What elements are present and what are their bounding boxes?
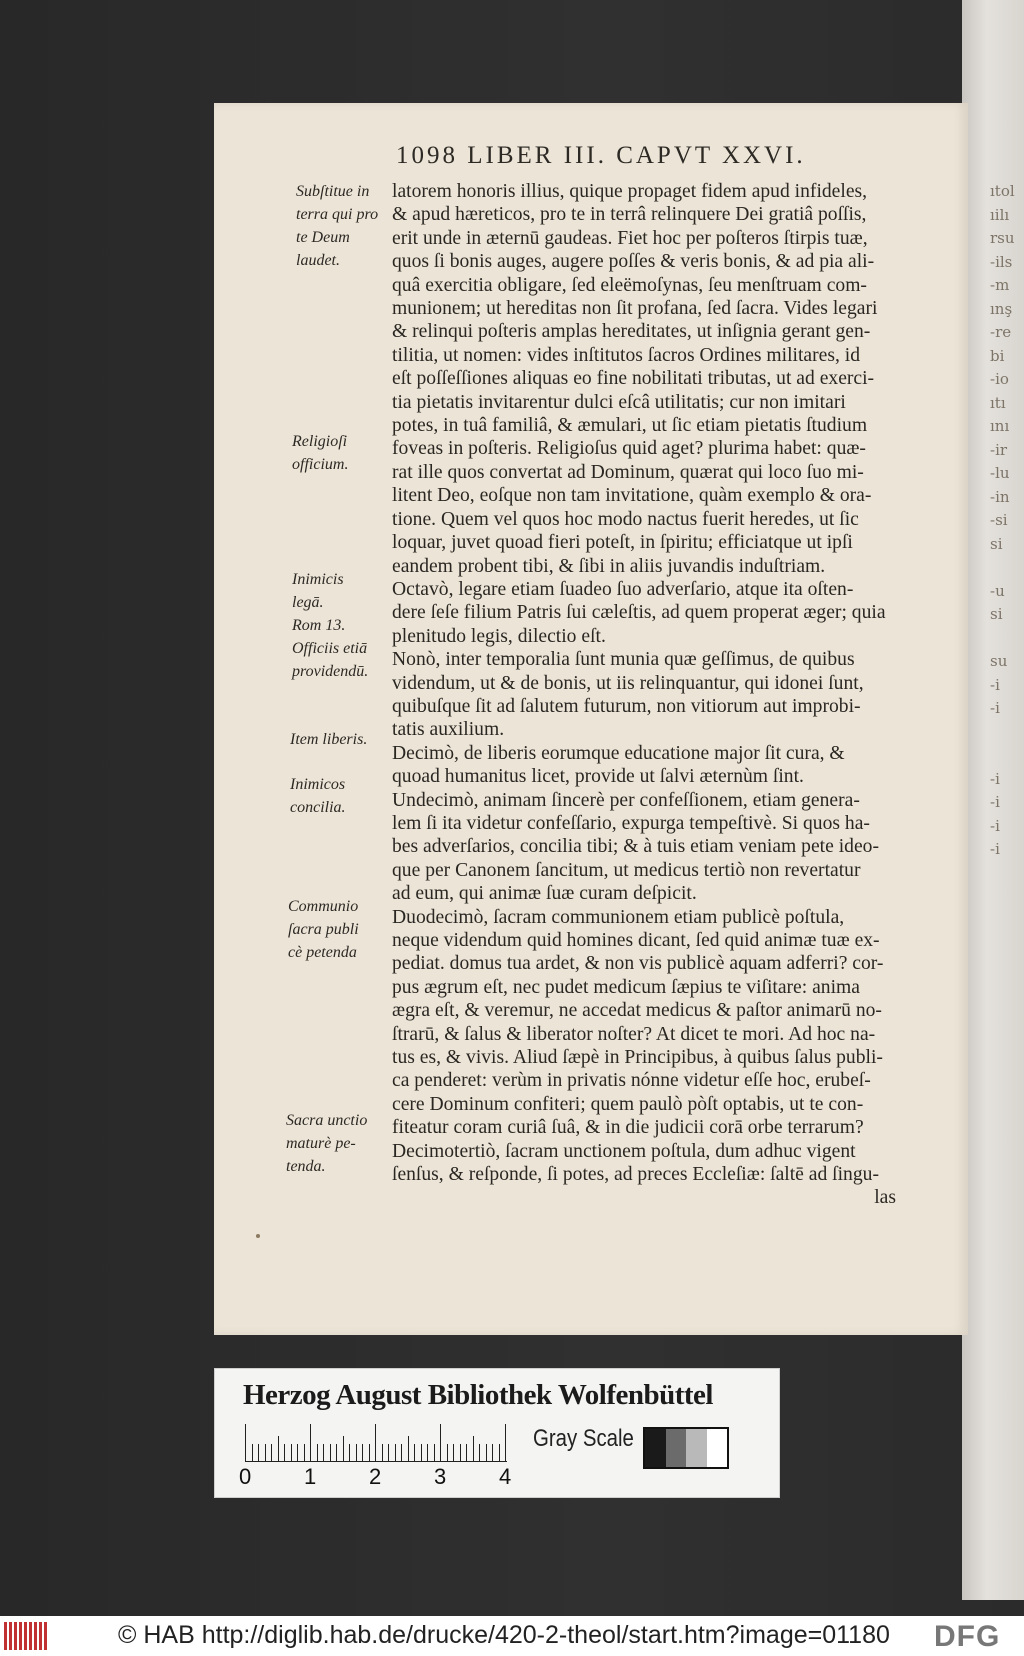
text-line: quoad humanitus licet, provide ut ſalvi æternùm ſint. bbox=[392, 766, 804, 788]
ruler-tick bbox=[245, 1424, 246, 1462]
ruler-number: 4 bbox=[499, 1464, 512, 1489]
ruler-number: 1 bbox=[304, 1464, 317, 1489]
gray-swatches bbox=[643, 1427, 729, 1469]
ruler-tick bbox=[310, 1424, 311, 1462]
text-line: pus ægrum eſt, nec pudet medicum ſæpius te viſitare: anima bbox=[392, 976, 860, 998]
text-line: cere Dominum confiteri; quem paulò pòſt optabis, ut te con- bbox=[392, 1093, 864, 1115]
gray-swatch bbox=[666, 1429, 687, 1467]
ruler-tick bbox=[434, 1444, 435, 1462]
ruler-tick bbox=[473, 1436, 474, 1462]
text-line: quâ exercitia obligare, ſed eleëmoſynas, ſeu menſtruam com- bbox=[392, 274, 867, 296]
ruler-tick bbox=[291, 1444, 292, 1462]
ruler-tick bbox=[297, 1444, 298, 1462]
text-line: tus es, & vivis. Aliud ſæpè in Principibus, à quibus ſalus publi- bbox=[392, 1047, 883, 1069]
text-line: eandem probent tibi, & ſibi in aliis juvandis induſtriam. bbox=[392, 555, 826, 577]
text-line: quos ſi bonis auges, augere poſſes & veris bonis, & ad pia ali- bbox=[392, 251, 875, 273]
text-line: Octavò, legare etiam ſuadeo ſuo adverſario, atque ita oſten- bbox=[392, 578, 854, 600]
text-line: litent Deo, eoſque non tam invitatione, quàm exemplo & ora- bbox=[392, 485, 872, 507]
margin-note: Religioſi officium. bbox=[292, 433, 349, 473]
ruler bbox=[245, 1424, 507, 1462]
text-line: Nonò, inter temporalia ſunt munia quæ geſſimus, de quibus bbox=[392, 649, 855, 671]
ruler-tick bbox=[369, 1444, 370, 1462]
library-name: Herzog August Bibliothek Wolfenbüttel bbox=[243, 1379, 713, 1411]
ruler-tick bbox=[336, 1444, 337, 1462]
text-line: tione. Quem vel quos hoc modo nactus fuerit heredes, ut ſic bbox=[392, 508, 859, 530]
gray-swatch bbox=[707, 1429, 728, 1467]
text-line: ægra eſt, & veremur, ne accedat medicus & paſtor animarū no- bbox=[392, 1000, 882, 1022]
text-line: videndum, ut & de bonis, ut iis relinquantur, qui idonei ſunt, bbox=[392, 672, 864, 694]
ruler-number: 0 bbox=[239, 1464, 252, 1489]
ruler-tick bbox=[375, 1424, 376, 1462]
ruler-tick bbox=[440, 1424, 441, 1462]
text-line: munionem; ut hereditas non ſit profana, ſed ſacra. Vides legari bbox=[392, 298, 878, 320]
ruler-tick bbox=[284, 1444, 285, 1462]
body-text bbox=[392, 180, 932, 1210]
margin-note: Sacra unctio maturè pe- tenda. bbox=[286, 1112, 368, 1175]
ruler-tick bbox=[466, 1444, 467, 1462]
footer-credit-link[interactable]: © HAB http://diglib.hab.de/drucke/420-2-theol/start.htm?image=01180 bbox=[118, 1621, 890, 1649]
text-line: pediat. domus tua ardet, & non vis publicè aquam adferri? cor- bbox=[392, 953, 884, 975]
text-line: fiteatur coram curiâ ſuâ, & in die judicii corā orbe terrarum? bbox=[392, 1117, 864, 1139]
text-line: lem ſi ita videtur confeſſario, expurga tempeſtivè. Si quos ha- bbox=[392, 812, 870, 834]
margin-note: Communio ſacra publi cè petenda bbox=[288, 898, 359, 961]
color-scale-card bbox=[214, 1368, 780, 1498]
ruler-tick bbox=[499, 1444, 500, 1462]
ruler-tick bbox=[323, 1444, 324, 1462]
margin-note: Inimicis legā. Rom 13. bbox=[292, 571, 346, 634]
ruler-tick bbox=[401, 1444, 402, 1462]
gray-swatch bbox=[686, 1429, 707, 1467]
text-line: erit unde in æternū gaudeas. Fiet hoc per poſteros ſtirpis tuæ, bbox=[392, 227, 868, 249]
text-line: potes, in tuâ familiâ, & æmulari, ut ſic etiam pietatis ſtudium bbox=[392, 415, 868, 437]
page-speck bbox=[256, 1234, 260, 1238]
ruler-tick bbox=[453, 1444, 454, 1462]
text-line: ad eum, qui animæ ſuæ curam deſpicit. bbox=[392, 883, 697, 905]
ruler-tick bbox=[258, 1444, 259, 1462]
margin-note: Officiis etiā providendū. bbox=[292, 640, 369, 680]
ruler-tick bbox=[343, 1436, 344, 1462]
adjacent-page-fragments: ıtol ıilı rsu -ils -m ınş -re bi -io ıtı ını -ir -lu -in -si si -u si su -i -i -i -i -i -i bbox=[990, 182, 1015, 858]
ruler-tick bbox=[388, 1444, 389, 1462]
gray-scale-label: Gray Scale bbox=[533, 1425, 634, 1452]
text-line: Duodecimò, ſacram communionem etiam publicè poſtula, bbox=[392, 906, 845, 928]
ruler-tick bbox=[460, 1444, 461, 1462]
text-line: dere ſeſe filium Patris ſui cæleſtis, ad quem properat æger; quia bbox=[392, 602, 886, 624]
ruler-tick bbox=[395, 1444, 396, 1462]
text-line: latorem honoris illius, quique propaget fidem apud infideles, bbox=[392, 181, 868, 202]
text-line: ſenſus, & reſponde, ſi potes, ad preces Eccleſiæ: ſaltē ad ſingu- bbox=[392, 1164, 879, 1186]
text-line: Undecimò, animam ſincerè per confeſſionem, etiam genera- bbox=[392, 789, 860, 811]
ruler-number: 2 bbox=[369, 1464, 382, 1489]
ruler-tick bbox=[252, 1444, 253, 1462]
text-line: bes adverſarios, concilia tibi; & à tuis etiam veniam pete ideo- bbox=[392, 836, 879, 858]
gray-swatch bbox=[645, 1429, 666, 1467]
ruler-tick bbox=[447, 1444, 448, 1462]
ruler-tick bbox=[382, 1444, 383, 1462]
text-line: que per Canonem ſancitum, ut medicus tertiò non revertatur bbox=[392, 859, 861, 881]
ruler-tick bbox=[349, 1444, 350, 1462]
dfg-logo: DFG bbox=[934, 1620, 1001, 1653]
text-line: quibuſque ſit ad ſalutem futurum, non vitiorum aut improbi- bbox=[392, 695, 861, 717]
ruler-tick bbox=[362, 1444, 363, 1462]
text-line: plenitudo legis, dilectio eſt. bbox=[392, 625, 606, 647]
text-line: tilitia, ut nomen: vides inſtitutos ſacros Ordines militares, id bbox=[392, 344, 861, 366]
text-line: & relinqui poſteris amplas hereditates, ut inſignia gerant gen- bbox=[392, 321, 871, 343]
footer-bar bbox=[0, 1616, 1024, 1656]
ruler-tick bbox=[486, 1444, 487, 1462]
text-line: Decimò, de liberis eorumque educatione major ſit cura, & bbox=[392, 742, 845, 764]
ruler-tick bbox=[479, 1444, 480, 1462]
ruler-tick bbox=[505, 1424, 506, 1462]
ruler-tick bbox=[356, 1444, 357, 1462]
ruler-number: 3 bbox=[434, 1464, 447, 1489]
ruler-tick bbox=[265, 1444, 266, 1462]
ruler-tick bbox=[278, 1436, 279, 1462]
text-line: & apud hæreticos, pro te in terrâ relinquere Dei gratiâ poſſis, bbox=[392, 204, 867, 226]
ruler-tick bbox=[330, 1444, 331, 1462]
text-line: eſt poſſeſſiones aliquas eo fine nobilitati tributas, ut ad exerci- bbox=[392, 368, 875, 390]
margin-note: Inimicos concilia. bbox=[290, 776, 346, 816]
page-header: 1098 LIBER III. CAPVT XXVI. bbox=[396, 142, 806, 169]
text-line: foveas in poſteris. Religioſus quid aget? plurima habet: quæ- bbox=[392, 438, 866, 460]
text-line: rat ille quos convertat ad Dominum, quærat qui loco ſuo mi- bbox=[392, 461, 864, 483]
ruler-tick bbox=[304, 1444, 305, 1462]
text-line: neque videndum quid homines dicant, ſed quid animæ tuæ ex- bbox=[392, 930, 880, 951]
ruler-tick bbox=[408, 1436, 409, 1462]
text-line: loquar, juvet quoad fieri poteſt, in ſpiritu; efficiatque ut ipſi bbox=[392, 532, 853, 554]
margin-note: Item liberis. bbox=[290, 731, 368, 748]
text-line: tatis auxilium. bbox=[392, 719, 505, 741]
ruler-tick bbox=[414, 1444, 415, 1462]
ruler-tick bbox=[271, 1444, 272, 1462]
text-line: ca penderet: verùm in privatis nónne videtur eſſe hoc, erubeſ- bbox=[392, 1070, 871, 1092]
text-line: tia pietatis invitarentur dulci eſcâ utilitatis; cur non imitari bbox=[392, 391, 846, 413]
text-line: las bbox=[874, 1187, 896, 1209]
margin-note: Subſtitue in terra qui pro te Deum laudet. bbox=[296, 183, 379, 269]
text-line: ſtrarū, & ſalus & liberator noſter? At dicet te mori. Ad hoc na- bbox=[392, 1023, 876, 1045]
ruler-tick bbox=[427, 1444, 428, 1462]
barcode-icon bbox=[4, 1622, 48, 1650]
ruler-tick bbox=[492, 1444, 493, 1462]
text-line: Decimotertiò, ſacram unctionem poſtula, dum adhuc vigent bbox=[392, 1140, 856, 1162]
ruler-tick bbox=[421, 1444, 422, 1462]
ruler-tick bbox=[317, 1444, 318, 1462]
